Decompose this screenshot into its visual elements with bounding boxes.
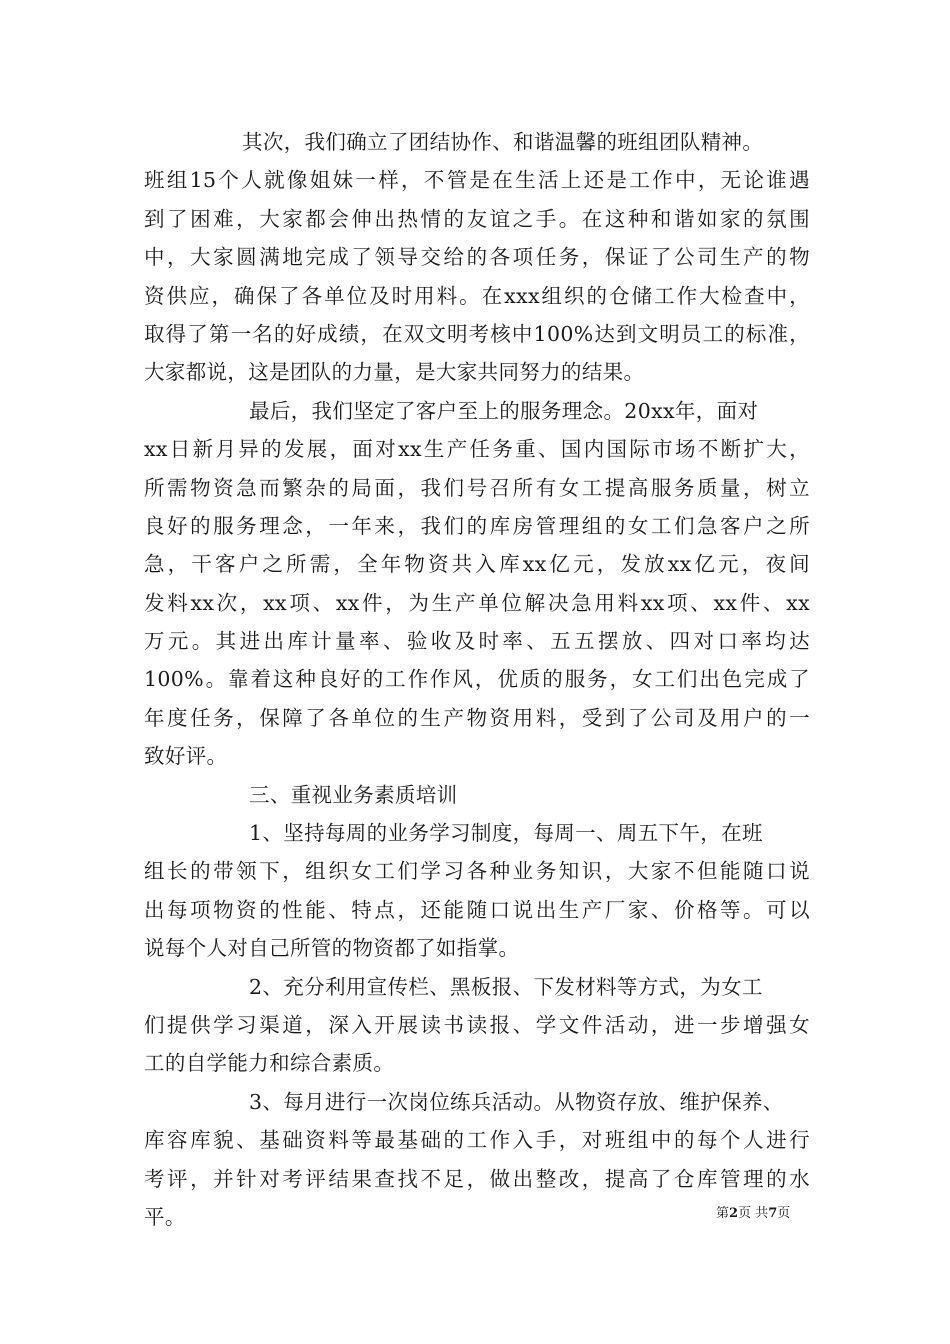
paragraph-2-line-2: xx日新月异的发展，面对xx生产任务重、国内国际市场不断扩大， [144,437,810,462]
paragraph-2-line-5: 急，干客户之所需，全年物资共入库xx亿元，发放xx亿元，夜间 [144,552,810,577]
paragraph-2-line-6: 发料xx次，xx项、xx件，为生产单位解决急用料xx项、xx件、xx [144,590,810,615]
footer-suffix: 页 [777,1206,791,1221]
paragraph-2-line-1: 最后，我们坚定了客户至上的服务理念。20xx年，面对 [249,398,759,423]
item-1-line-3: 出每项物资的性能、特点，还能随口说出生产厂家、价格等。可以 [144,897,810,922]
item-3-line-1: 3、每月进行一次岗位练兵活动。从物资存放、维护保养、 [249,1089,784,1114]
item-2-line-3: 工的自学能力和综合素质。 [144,1051,395,1076]
footer-total-pages: 7 [768,1206,778,1221]
paragraph-2-line-7: 万元。其进出库计量率、验收及时率、五五摆放、四对口率均达 [144,629,810,654]
item-1-line-1: 1、坚持每周的业务学习制度，每周一、周五下午，在班 [249,821,763,846]
footer-current-page: 2 [729,1206,739,1221]
footer-prefix: 第 [716,1206,730,1221]
paragraph-2-line-9: 年度任务，保障了各单位的生产物资用料，受到了公司及用户的一 [144,705,810,730]
paragraph-2-line-8: 100%。靠着这种良好的工作作风，优质的服务，女工们出色完成了 [144,667,810,692]
paragraph-1-line-1: 其次，我们确立了团结协作、和谐温馨的班组团队精神。 [242,130,764,154]
item-1-line-2: 组长的带领下，组织女工们学习各种业务知识，大家不但能随口说 [144,859,810,884]
item-3-line-4: 平。 [144,1204,186,1229]
paragraph-2-line-10: 致好评。 [144,744,228,769]
item-2-line-1: 2、充分利用宣传栏、黑板报、下发材料等方式，为女工 [249,974,763,999]
paragraph-1-line-7: 大家都说，这是团队的力量，是大家共同努力的结果。 [144,360,645,385]
paragraph-1-line-5: 资供应，确保了各单位及时用料。在xxx组织的仓储工作大检查中， [144,283,810,308]
paragraph-1-line-4: 中，大家圆满地完成了领导交给的各项任务，保证了公司生产的物 [144,245,810,270]
page-number-footer [716,1202,790,1221]
item-3-line-3: 考评，并针对考评结果查找不足，做出整改，提高了仓库管理的水 [144,1166,810,1191]
footer-middle: 页 共 [738,1206,769,1221]
paragraph-2-line-3: 所需物资急而繁杂的局面，我们号召所有女工提高服务质量，树立 [144,475,810,500]
item-3-line-2: 库容库貌、基础资料等最基础的工作入手，对班组中的每个人进行 [144,1128,810,1153]
paragraph-2-line-4: 良好的服务理念，一年来，我们的库房管理组的女工们急客户之所 [144,513,810,538]
section-heading: 三、重视业务素质培训 [249,782,458,807]
paragraph-1-line-3: 到了困难，大家都会伸出热情的友谊之手。在这种和谐如家的氛围 [144,206,810,231]
document-body [144,123,810,1236]
item-1-line-4: 说每个人对自己所管的物资都了如指掌。 [144,936,520,961]
paragraph-1-line-2: 班组15个人就像姐妹一样，不管是在生活上还是工作中，无论谁遇 [144,168,810,193]
item-2-line-2: 们提供学习渠道，深入开展读书读报、学文件活动，进一步增强女 [144,1012,810,1037]
paragraph-1-line-6: 取得了第一名的好成绩，在双文明考核中100%达到文明员工的标准， [144,321,810,346]
